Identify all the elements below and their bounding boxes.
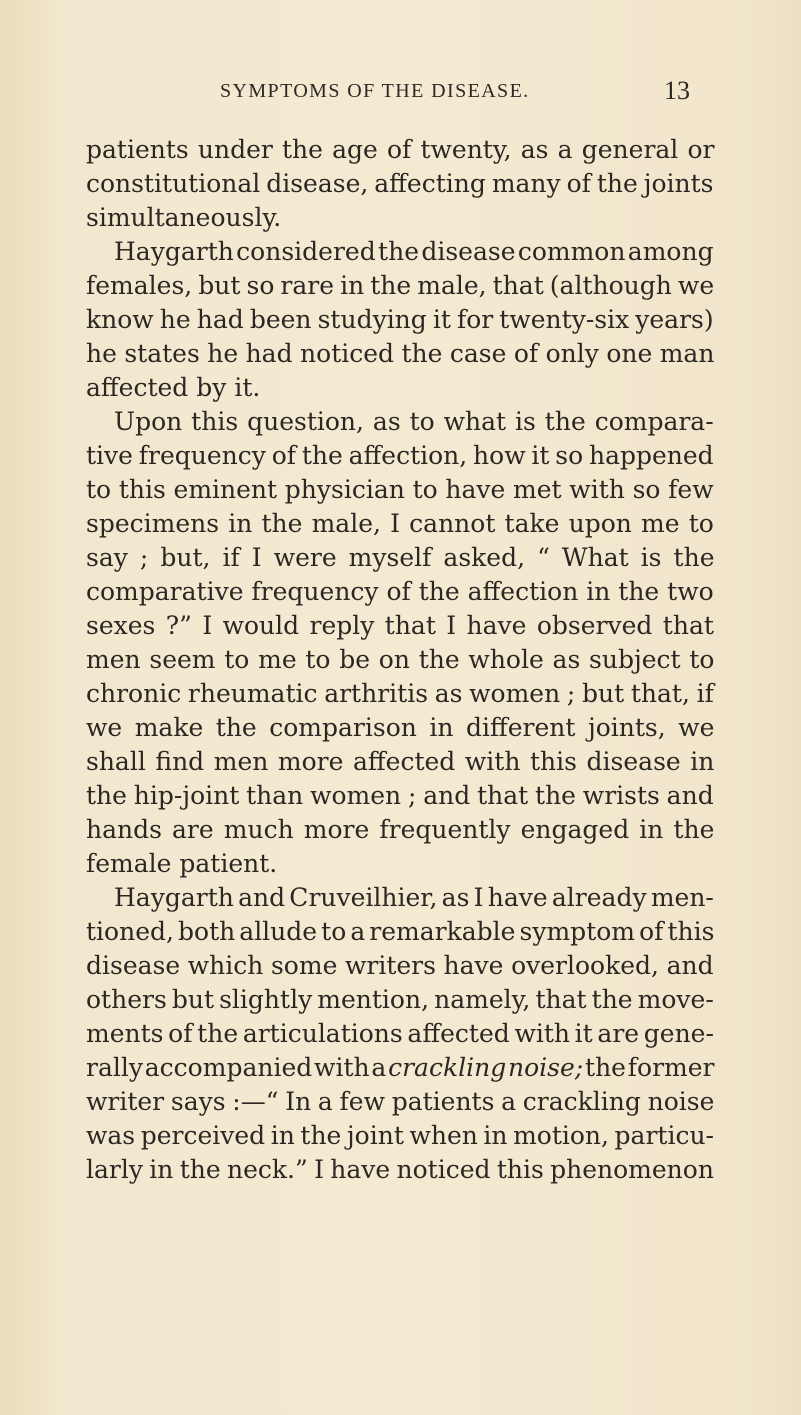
text-line: was perceived in the joint when in motion, particu- (86, 1121, 714, 1150)
text-line: tioned, both allude to a remarkable symptom of this (86, 917, 715, 946)
text-line: affected by it. (86, 373, 261, 402)
text-line: disease which some writers have overlooked, and (86, 951, 714, 980)
paragraph-start-line: Haygarth and Cruveilhier, as I have already men- (114, 883, 714, 912)
text-line: hands are much more frequently engaged in the (86, 815, 715, 844)
text-line: writer says :—“ In a few patients a crackling noise (86, 1087, 715, 1116)
text-line: know he had been studying it for twenty-six years) (86, 305, 714, 334)
text-line: men seem to me to be on the whole as subject to (86, 645, 715, 674)
text-line: larly in the neck.” I have noticed this phenomenon (86, 1155, 714, 1184)
text-line: comparative frequency of the affection in the two (86, 577, 714, 606)
text-line: sexes ?” I would reply that I have observed that (86, 611, 714, 640)
text-line: he states he had noticed the case of only one man (86, 339, 715, 368)
text-line: specimens in the male, I cannot take upon me to (86, 509, 714, 538)
text-line: chronic rheumatic arthritis as women ; but that, if (86, 679, 714, 708)
running-title: SYMPTOMS OF THE DISEASE. (220, 80, 530, 102)
text-line: shall find men more affected with this disease in (86, 747, 715, 776)
text-line-with-italic (86, 1051, 714, 1085)
text-line: simultaneously. (86, 203, 282, 232)
text-line: tive frequency of the affection, how it so happened (86, 441, 714, 470)
text-line: we make the comparison in different joints, we (86, 713, 715, 742)
text-line: the hip-joint than women ; and that the wrists and (86, 781, 714, 810)
text-line: female patient. (86, 849, 278, 878)
text-segment: the former (583, 1053, 715, 1082)
paragraph-start-line: Haygarth considered the disease common among (114, 237, 714, 266)
page-number: 13 (664, 76, 690, 105)
text-line: others but slightly mention, namely, that the move- (86, 985, 714, 1014)
paragraph-start-line: Upon this question, as to what is the compara- (114, 407, 714, 436)
text-line: patients under the age of twenty, as a general or (86, 135, 715, 164)
text-line: constitutional disease, affecting many of the joints (86, 169, 714, 198)
text-line: females, but so rare in the male, that (although we (86, 271, 715, 300)
text-line: to this eminent physician to have met with so few (86, 475, 714, 504)
running-head (0, 76, 801, 110)
text-line: ments of the articulations affected with it are gene- (86, 1019, 714, 1048)
text-line: say ; but, if I were myself asked, “ What is the (86, 543, 715, 572)
text-segment: rally accompanied with a (86, 1053, 389, 1082)
italic-phrase: crackling noise; (388, 1053, 584, 1082)
